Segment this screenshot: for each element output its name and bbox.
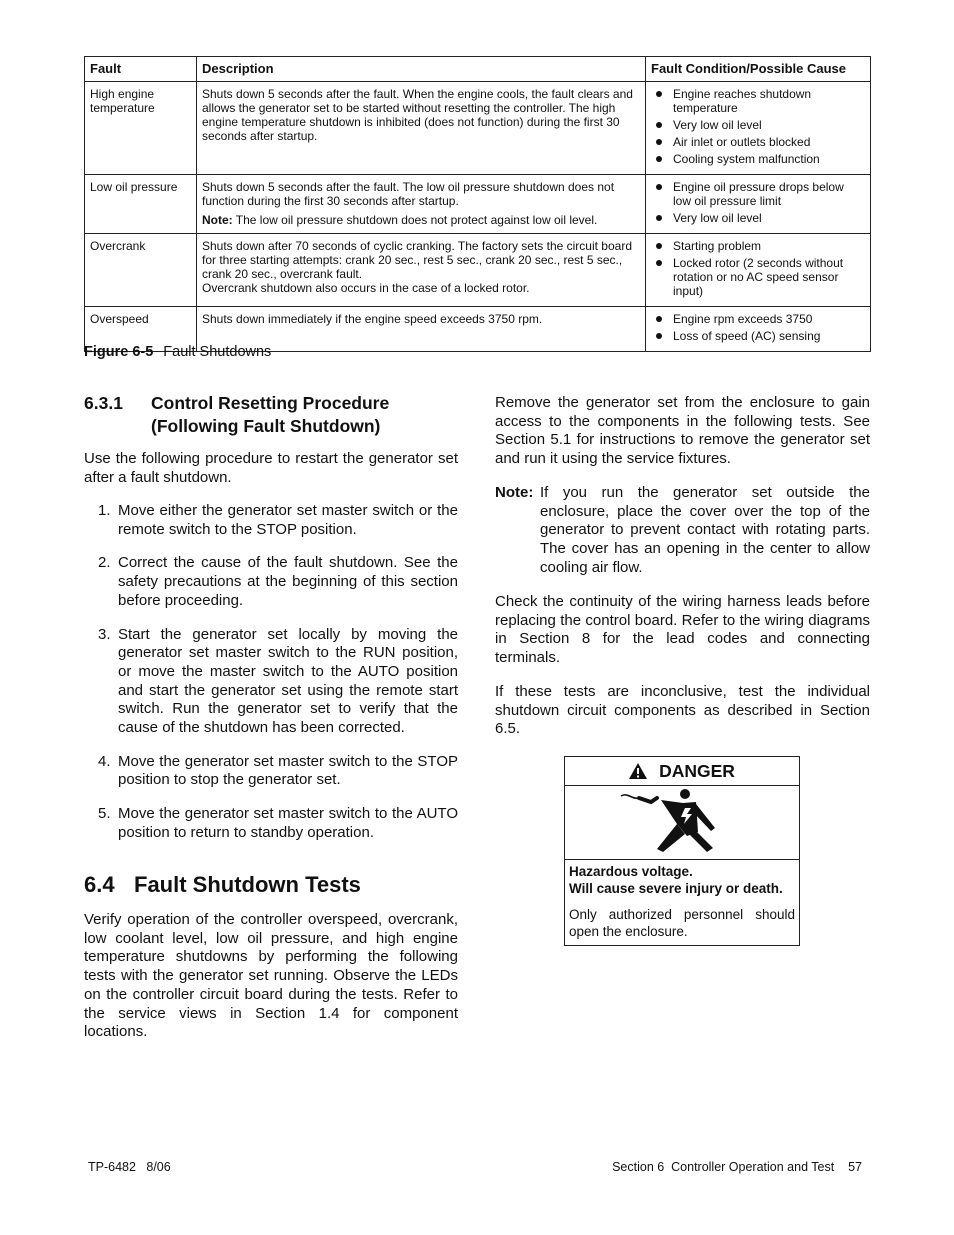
description-text: Shuts down immediately if the engine speed exceeds 3750 rpm. [202, 312, 543, 326]
electrocution-icon [565, 786, 799, 860]
danger-instruction: Only authorized personnel should open the enclosure. [569, 907, 795, 939]
danger-title: DANGER [659, 760, 735, 781]
description-text: Shuts down after 70 seconds of cyclic cranking. The factory sets the circuit board for three starting attempts: crank 20 sec., rest 5 sec., crank 20 sec., rest 5 sec., crank 20 sec., overcrank fault. [202, 239, 632, 281]
fault-name: High engine temperature [85, 82, 197, 175]
figure-label: Figure 6-5 [84, 344, 154, 360]
section-title: Fault Shutdown Tests [134, 872, 361, 897]
danger-text [565, 860, 799, 943]
list-item: Engine oil pressure drops below low oil pressure limit [651, 180, 865, 208]
fault-causes [646, 307, 871, 352]
footer-section-page: Section 6 Controller Operation and Test 57 [612, 1160, 862, 1174]
procedure-steps [84, 502, 458, 843]
section-title-line2: (Following Fault Shutdown) [151, 416, 381, 436]
list-item: 3. Start the generator set locally by moving the generator set master switch to the RUN position, or move the master switch to the AUTO position and start the generator set using the remote start switch. Run the generator set to verify that the cause of the shutdown has been corrected. [98, 625, 458, 737]
danger-hazard: Hazardous voltage. [569, 864, 693, 879]
figure-title: Fault Shutdowns [163, 344, 272, 360]
paragraph: Remove the generator set from the enclosure to gain access to the components in the following tests. See Section 5.1 for instructions to remove the generator set and run it using the service fixtures. [495, 394, 870, 468]
note-label: Note: [495, 484, 534, 501]
list-item: 5. Move the generator set master switch to the AUTO position to return to standby operation. [98, 805, 458, 841]
section-number: 6.4 [84, 872, 115, 897]
list-item: Locked rotor (2 seconds without rotation or no AC speed sensor input) [651, 256, 865, 298]
fault-shutdowns-table [84, 56, 871, 352]
fault-description [197, 175, 646, 234]
danger-consequence: Will cause severe injury or death. [569, 881, 783, 896]
paragraph: Check the continuity of the wiring harness leads before replacing the control board. Refer to the wiring diagrams in Section 8 for the lead codes and connecting terminals. [495, 593, 870, 667]
warning-triangle-icon [629, 763, 647, 779]
description-note [202, 213, 640, 227]
list-item: Air inlet or outlets blocked [651, 135, 865, 149]
description-text: Shuts down 5 seconds after the fault. When the engine cools, the fault clears and allows the generator set to be started without resetting the controller. The high engine temperature shutdown is inhibited (does not function) during the first 30 seconds after startup. [202, 87, 633, 143]
section-heading-6-4 [84, 872, 458, 898]
note-text: The low oil pressure shutdown does not protect against low oil level. [235, 213, 598, 227]
fault-causes [646, 175, 871, 234]
section-title: Control Resetting Procedure [151, 393, 390, 413]
list-item: 4. Move the generator set master switch to the STOP position to stop the generator set. [98, 752, 458, 789]
section-heading-6-3-1 [84, 392, 458, 438]
fault-causes [646, 234, 871, 307]
fault-name: Overspeed [85, 307, 197, 352]
list-item: Cooling system malfunction [651, 152, 865, 166]
table-row [85, 82, 871, 175]
header-description: Description [197, 57, 646, 82]
list-item: Loss of speed (AC) sensing [651, 329, 865, 343]
description-text: Shuts down 5 seconds after the fault. The low oil pressure shutdown does not function during the first 30 seconds after startup. [202, 180, 615, 208]
footer-document-id: TP-6482 8/06 [88, 1160, 171, 1174]
table-row [85, 234, 871, 307]
fault-name: Overcrank [85, 234, 197, 307]
section-body: Verify operation of the controller overspeed, overcrank, low coolant level, low oil pressure, and high engine temperature shutdowns by performing the following tests with the generator set running. Observe the LEDs on the controller circuit board during the tests. Refer to the service views in Section 1.4 for component locations. [84, 911, 458, 1041]
table-row [85, 175, 871, 234]
fault-causes [646, 82, 871, 175]
list-item: Very low oil level [651, 118, 865, 132]
header-cause: Fault Condition/Possible Cause [646, 57, 871, 82]
danger-header [565, 757, 799, 786]
section-number: 6.3.1 [84, 393, 123, 413]
fault-description [197, 82, 646, 175]
list-item: 1. Move either the generator set master switch or the remote switch to the STOP position. [98, 502, 458, 538]
list-item: Engine rpm exceeds 3750 [651, 312, 865, 326]
hazardous-voltage-icon [565, 786, 799, 859]
paragraph: If these tests are inconclusive, test the individual shutdown circuit components as described in Section 6.5. [495, 683, 870, 738]
header-fault: Fault [85, 57, 197, 82]
list-item: Very low oil level [651, 211, 865, 225]
intro-paragraph: Use the following procedure to restart the generator set after a fault shutdown. [84, 450, 458, 486]
list-item: 2. Correct the cause of the fault shutdown. See the safety precautions at the beginning of this section before proceeding. [98, 554, 458, 609]
note [495, 484, 870, 578]
list-item: Starting problem [651, 239, 865, 253]
figure-caption [84, 344, 271, 360]
list-item: Engine reaches shutdown temperature [651, 87, 865, 115]
fault-description [197, 234, 646, 307]
danger-box [564, 756, 800, 946]
description-text: Overcrank shutdown also occurs in the case of a locked rotor. [202, 281, 530, 295]
note-text: If you run the generator set outside the enclosure, place the cover over the top of the generator to prevent contact with rotating parts. The cover has an opening in the center to allow cooling air flow. [540, 484, 870, 576]
fault-name: Low oil pressure [85, 175, 197, 234]
table-header-row [85, 57, 871, 82]
note-label: Note: [202, 213, 233, 227]
